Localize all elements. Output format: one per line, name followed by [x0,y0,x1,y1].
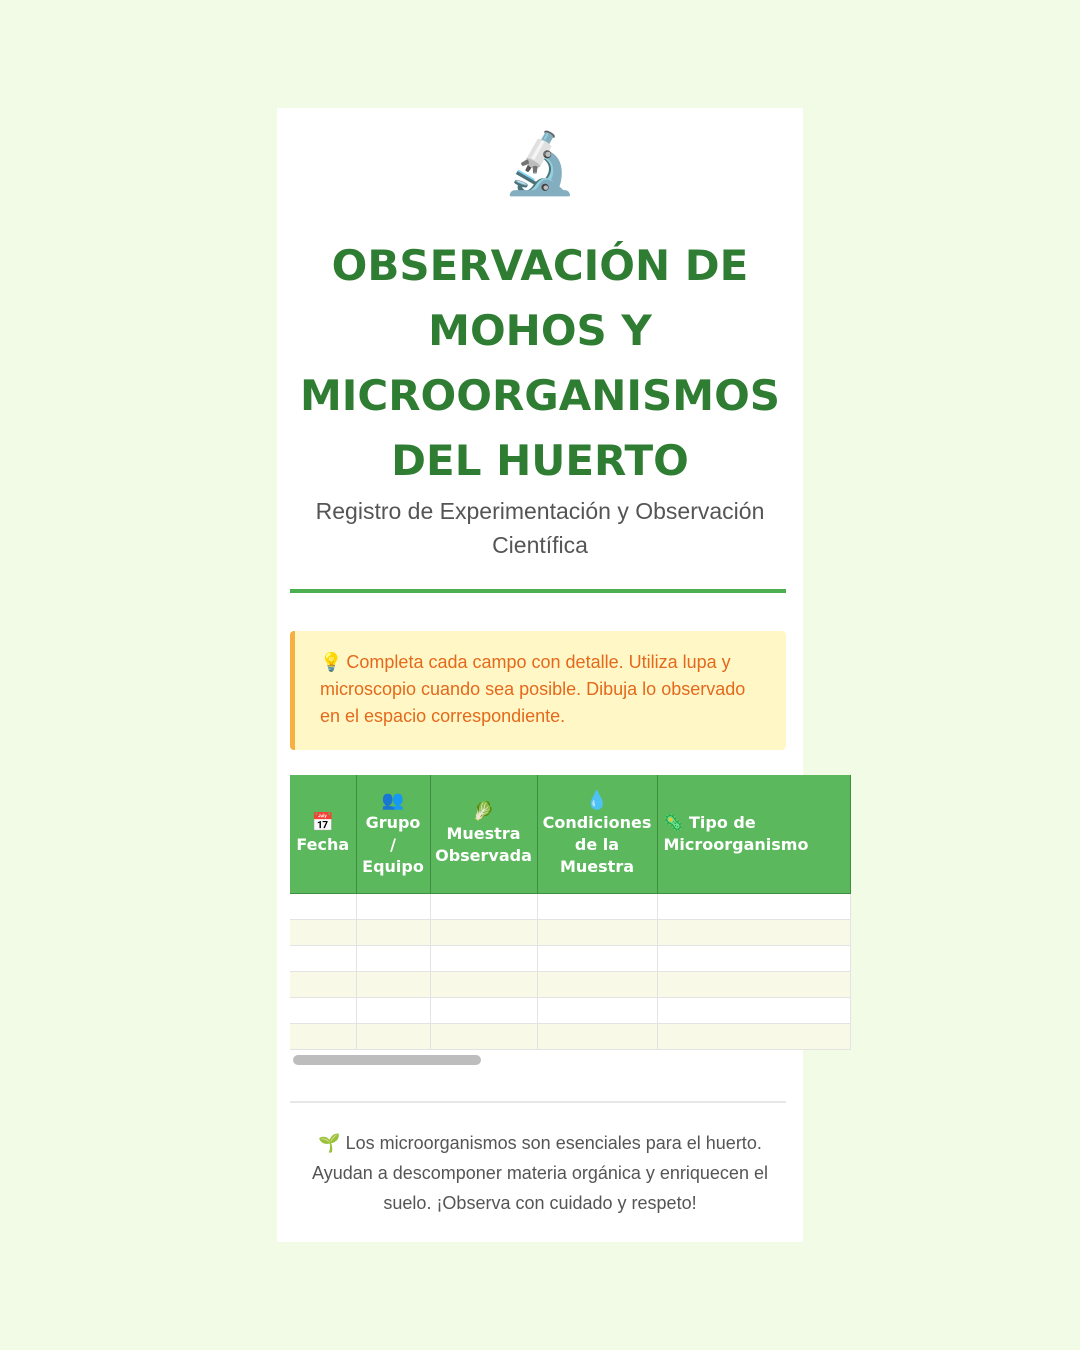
table-cell[interactable] [657,1023,850,1049]
column-label: Condiciones de la Muestra [542,812,652,876]
people-icon: 👥 [381,789,405,811]
table-cell[interactable] [356,1023,430,1049]
table-row [290,919,850,945]
table-cell[interactable] [290,1023,356,1049]
table-cell[interactable] [537,893,657,919]
page-title: OBSERVACIÓN DE MOHOS Y MICROORGANISMOS DEL HUERTO [299,241,781,485]
table-cell[interactable] [430,945,537,971]
table-row [290,945,850,971]
table-cell[interactable] [657,893,850,919]
observation-card [277,108,809,1242]
column-header-grupo [356,775,430,893]
column-header-tipo [657,775,850,893]
leaf-icon: 🥬 [472,800,495,822]
scrollbar-thumb[interactable] [293,1055,481,1065]
table-cell[interactable] [537,971,657,997]
column-label: Tipo de Microorganismo [663,812,809,854]
title-divider [290,589,786,593]
microbe-icon: 🦠 [663,812,684,832]
table-cell[interactable] [356,997,430,1023]
observation-table [290,775,851,1050]
seedling-icon: 🌱 [318,1133,341,1153]
table-cell[interactable] [356,919,430,945]
table-cell[interactable] [430,971,537,997]
table-row [290,1023,850,1049]
table-cell[interactable] [430,919,537,945]
table-cell[interactable] [537,997,657,1023]
page-subtitle: Registro de Experimentación y Observación Científica [315,498,765,558]
table-cell[interactable] [356,945,430,971]
table-cell[interactable] [537,1023,657,1049]
tip-text: Completa cada campo con detalle. Utiliza lupa y microscopio cuando sea posible. Dibuja lo observado en el espacio correspondiente. [320,652,746,726]
column-header-fecha [290,775,356,893]
table-cell[interactable] [290,971,356,997]
table-cell[interactable] [537,945,657,971]
table-cell[interactable] [657,971,850,997]
table-cell[interactable] [290,945,356,971]
column-label: Muestra Observada [435,823,532,865]
footer-text: Los microorganismos son esenciales para el huerto. Ayudan a descomponer materia orgánica y enriquecen el suelo. ¡Observa con cuidado y respeto! [312,1133,768,1213]
table-cell[interactable] [430,1023,537,1049]
table-cell[interactable] [657,997,850,1023]
lightbulb-icon: 💡 [320,652,343,672]
observation-table-scroll[interactable] [290,775,809,1070]
table-cell[interactable] [356,971,430,997]
table-cell[interactable] [537,919,657,945]
table-row [290,893,850,919]
horizontal-scrollbar[interactable] [290,1051,786,1071]
footer-note [293,1128,787,1218]
table-row [290,971,850,997]
droplet-icon: 💧 [585,789,609,811]
column-header-muestra [430,775,537,893]
table-cell[interactable] [430,997,537,1023]
tip-box [290,631,786,750]
footer-divider [290,1101,786,1103]
table-cell[interactable] [290,997,356,1023]
table-cell[interactable] [290,893,356,919]
table-cell[interactable] [290,919,356,945]
column-label: Fecha [296,834,350,854]
table-row [290,997,850,1023]
table-cell[interactable] [657,945,850,971]
table-header-row [290,775,850,893]
column-header-condiciones [537,775,657,893]
microscope-icon: 🔬 [502,129,578,199]
calendar-icon: 📅 [311,811,334,833]
column-label: Grupo / Equipo [362,812,424,876]
table-cell[interactable] [657,919,850,945]
table-cell[interactable] [430,893,537,919]
table-cell[interactable] [356,893,430,919]
